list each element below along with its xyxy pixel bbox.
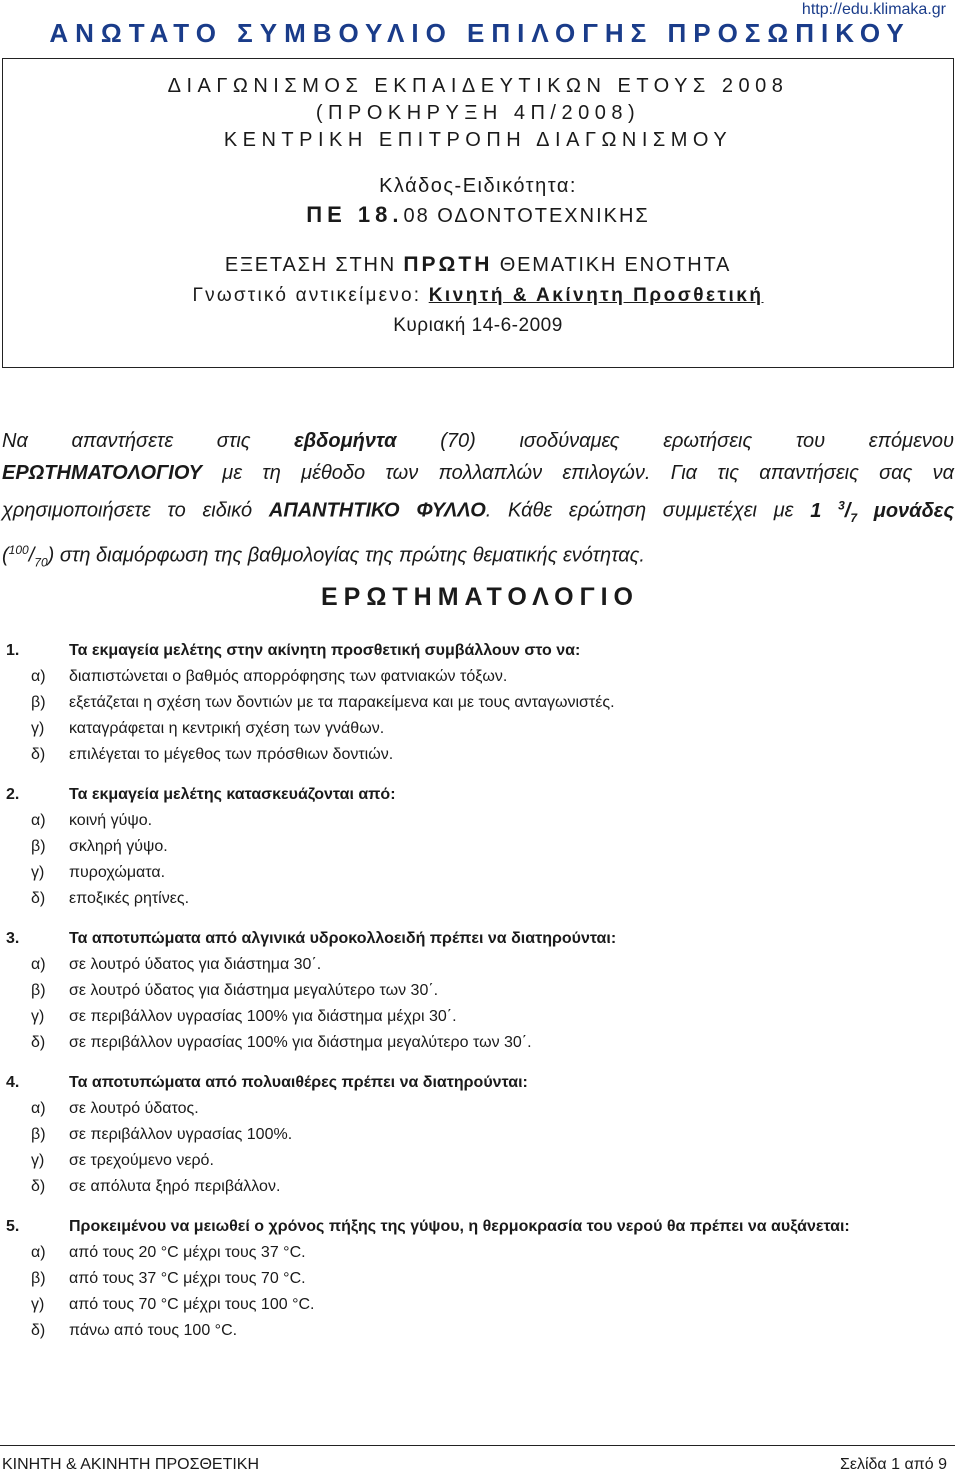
option-label: β) bbox=[31, 1126, 46, 1143]
option-label: δ) bbox=[31, 1034, 46, 1051]
subject-name: Κινητή & Ακίνητη Προσθετική bbox=[428, 285, 764, 306]
option-label: β) bbox=[31, 694, 46, 711]
option-text: σκληρή γύψο. bbox=[69, 838, 168, 855]
option-label: α) bbox=[31, 956, 46, 973]
option-text: σε τρεχούμενο νερό. bbox=[69, 1152, 214, 1169]
question-number: 4. bbox=[6, 1074, 20, 1091]
answer-option bbox=[6, 860, 956, 886]
question-1 bbox=[6, 638, 956, 768]
answer-option bbox=[6, 1174, 956, 1200]
question-2 bbox=[6, 782, 956, 912]
source-url[interactable]: http://edu.klimaka.gr bbox=[801, 1, 946, 18]
answer-option bbox=[6, 1096, 956, 1122]
subject bbox=[3, 285, 953, 307]
subject-label: Γνωστικό αντικείμενο: bbox=[192, 285, 429, 306]
question-number: 2. bbox=[6, 786, 20, 803]
answer-option bbox=[6, 1240, 956, 1266]
option-text: πυροχώματα. bbox=[69, 864, 166, 881]
option-text: εξετάζεται η σχέση των δοντιών με τα παρακείμενα και με τους ανταγωνιστές. bbox=[69, 694, 615, 711]
question-stem bbox=[6, 638, 956, 664]
option-label: α) bbox=[31, 1244, 46, 1261]
contest-line: ΔΙΑΓΩΝΙΣΜΟΣ ΕΚΠΑΙΔΕΥΤΙΚΩΝ ΕΤΟΥΣ 2008 bbox=[167, 75, 789, 97]
option-text: σε απόλυτα ξηρό περιβάλλον. bbox=[69, 1178, 281, 1195]
branch-value bbox=[3, 202, 953, 228]
questionnaire-title: ΕΡΩΤΗΜΑΤΟΛΟΓΙΟ bbox=[321, 583, 639, 611]
question-5 bbox=[6, 1214, 956, 1344]
option-text: σε περιβάλλον υγρασίας 100%. bbox=[69, 1126, 293, 1143]
answer-option bbox=[6, 834, 956, 860]
option-label: α) bbox=[31, 812, 46, 829]
option-label: δ) bbox=[31, 1322, 46, 1339]
option-label: γ) bbox=[31, 720, 45, 737]
question-number: 5. bbox=[6, 1218, 20, 1235]
answer-option bbox=[6, 1292, 956, 1318]
instructions-line-2: ΕΡΩΤΗΜΑΤΟΛΟΓΙΟΥ με τη μέθοδο των πολλαπλών επιλογών. Για τις απαντήσεις σας να bbox=[2, 462, 954, 484]
option-label: γ) bbox=[31, 1152, 45, 1169]
option-text: από τους 20 °C μέχρι τους 37 °C. bbox=[69, 1244, 306, 1261]
option-text: σε λουτρό ύδατος. bbox=[69, 1100, 199, 1117]
answer-option bbox=[6, 886, 956, 912]
option-text: κοινή γύψο. bbox=[69, 812, 153, 829]
answer-option bbox=[6, 1122, 956, 1148]
question-stem bbox=[6, 782, 956, 808]
branch-code: ΠΕ 18. bbox=[306, 202, 404, 227]
question-text: Τα αποτυπώματα από αλγινικά υδροκολλοειδή πρέπει να διατηρούνται: bbox=[69, 930, 617, 947]
option-label: γ) bbox=[31, 1296, 45, 1313]
instructions-line-1: Να απαντήσετε στις εβδομήντα (70) ισοδύναμες ερωτήσεις του επόμενου bbox=[2, 430, 954, 452]
answer-option bbox=[6, 978, 956, 1004]
exam-unit-number: ΠΡΩΤΗ bbox=[403, 253, 493, 276]
footer-subject: ΚΙΝΗΤΗ & ΑΚΙΝΗΤΗ ΠΡΟΣΘΕΤΙΚΗ bbox=[2, 1456, 260, 1473]
answer-option bbox=[6, 952, 956, 978]
option-text: καταγράφεται η κεντρική σχέση των γνάθων. bbox=[69, 720, 385, 737]
question-4 bbox=[6, 1070, 956, 1200]
committee-line: ΚΕΝΤΡΙΚΗ ΕΠΙΤΡΟΠΗ ΔΙΑΓΩΝΙΣΜΟΥ bbox=[223, 129, 733, 151]
answer-option bbox=[6, 664, 956, 690]
question-stem bbox=[6, 1214, 956, 1240]
question-text: Προκειμένου να μειωθεί ο χρόνος πήξης της γύψου, η θερμοκρασία του νερού θα πρέπει να αυξάνεται: bbox=[69, 1218, 850, 1235]
answer-option bbox=[6, 1030, 956, 1056]
answer-option bbox=[6, 1148, 956, 1174]
organization-title: ΑΝΩΤΑΤΟ ΣΥΜΒΟΥΛΙΟ ΕΠΙΛΟΓΗΣ ΠΡΟΣΩΠΙΚΟΥ bbox=[49, 18, 911, 48]
option-text: εποξικές ρητίνες. bbox=[69, 890, 190, 907]
exam-unit-suffix: ΘΕΜΑΤΙΚΗ ΕΝΟΤΗΤΑ bbox=[492, 254, 732, 276]
answer-option bbox=[6, 690, 956, 716]
instructions bbox=[2, 425, 954, 578]
answer-option bbox=[6, 808, 956, 834]
option-text: σε λουτρό ύδατος για διάστημα μεγαλύτερο των 30΄. bbox=[69, 982, 439, 999]
option-label: δ) bbox=[31, 746, 46, 763]
page-footer bbox=[0, 1445, 955, 1473]
question-stem bbox=[6, 926, 956, 952]
option-label: γ) bbox=[31, 1008, 45, 1025]
page-number: Σελίδα 1 από 9 bbox=[839, 1456, 947, 1473]
option-text: σε περιβάλλον υγρασίας 100% για διάστημα μέχρι 30΄. bbox=[69, 1008, 457, 1025]
question-text: Τα εκμαγεία μελέτης στην ακίνητη προσθετική συμβάλλουν στο να: bbox=[69, 642, 581, 659]
answer-option bbox=[6, 742, 956, 768]
answer-option bbox=[6, 1004, 956, 1030]
question-3 bbox=[6, 926, 956, 1056]
announcement-line: (ΠΡΟΚΗΡΥΞΗ 4Π/2008) bbox=[315, 102, 641, 124]
option-label: α) bbox=[31, 668, 46, 685]
answer-option bbox=[6, 1318, 956, 1344]
answer-option bbox=[6, 1266, 956, 1292]
option-label: β) bbox=[31, 838, 46, 855]
option-text: από τους 70 °C μέχρι τους 100 °C. bbox=[69, 1296, 315, 1313]
question-text: Τα εκμαγεία μελέτης κατασκευάζονται από: bbox=[69, 786, 396, 803]
option-text: σε περιβάλλον υγρασίας 100% για διάστημα μεγαλύτερο των 30΄. bbox=[69, 1034, 532, 1051]
instructions-line-3: χρησιμοποιήσετε το ειδικό ΑΠΑΝΤΗΤΙΚΟ ΦΥΛΛΟ. Κάθε ερώτηση συμμετέχει με 1 $^3/_7$ μονάδες bbox=[2, 498, 954, 525]
exam-unit bbox=[3, 253, 953, 277]
option-label: δ) bbox=[31, 1178, 46, 1195]
option-text: επιλέγεται το μέγεθος των πρόσθιων δοντιών. bbox=[69, 746, 394, 763]
branch-label: Κλάδος-Ειδικότητα: bbox=[379, 175, 577, 197]
question-list bbox=[6, 638, 956, 1358]
question-number: 1. bbox=[6, 642, 20, 659]
option-label: γ) bbox=[31, 864, 45, 881]
option-text: διαπιστώνεται ο βαθμός απορρόφησης των φατνιακών τόξων. bbox=[69, 668, 508, 685]
question-stem bbox=[6, 1070, 956, 1096]
exam-date: Κυριακή 14-6-2009 bbox=[393, 315, 563, 336]
option-label: β) bbox=[31, 982, 46, 999]
question-text: Τα αποτυπώματα από πολυαιθέρες πρέπει να διατηρούνται: bbox=[69, 1074, 528, 1091]
exam-unit-prefix: ΕΞΕΤΑΣΗ ΣΤΗΝ bbox=[224, 254, 404, 276]
instructions-line-4: $(^{100}/_{70})$ στη διαμόρφωση της βαθμολογίας της πρώτης θεματικής ενότητας. bbox=[2, 542, 645, 570]
option-text: πάνω από τους 100 °C. bbox=[69, 1322, 238, 1339]
answer-option bbox=[6, 716, 956, 742]
option-text: σε λουτρό ύδατος για διάστημα 30΄. bbox=[69, 956, 322, 973]
option-text: από τους 37 °C μέχρι τους 70 °C. bbox=[69, 1270, 306, 1287]
option-label: α) bbox=[31, 1100, 46, 1117]
branch-name: 08 ΟΔΟΝΤΟΤΕΧΝΙΚΗΣ bbox=[403, 205, 650, 227]
question-number: 3. bbox=[6, 930, 20, 947]
option-label: δ) bbox=[31, 890, 46, 907]
exam-header-box bbox=[2, 58, 954, 368]
option-label: β) bbox=[31, 1270, 46, 1287]
